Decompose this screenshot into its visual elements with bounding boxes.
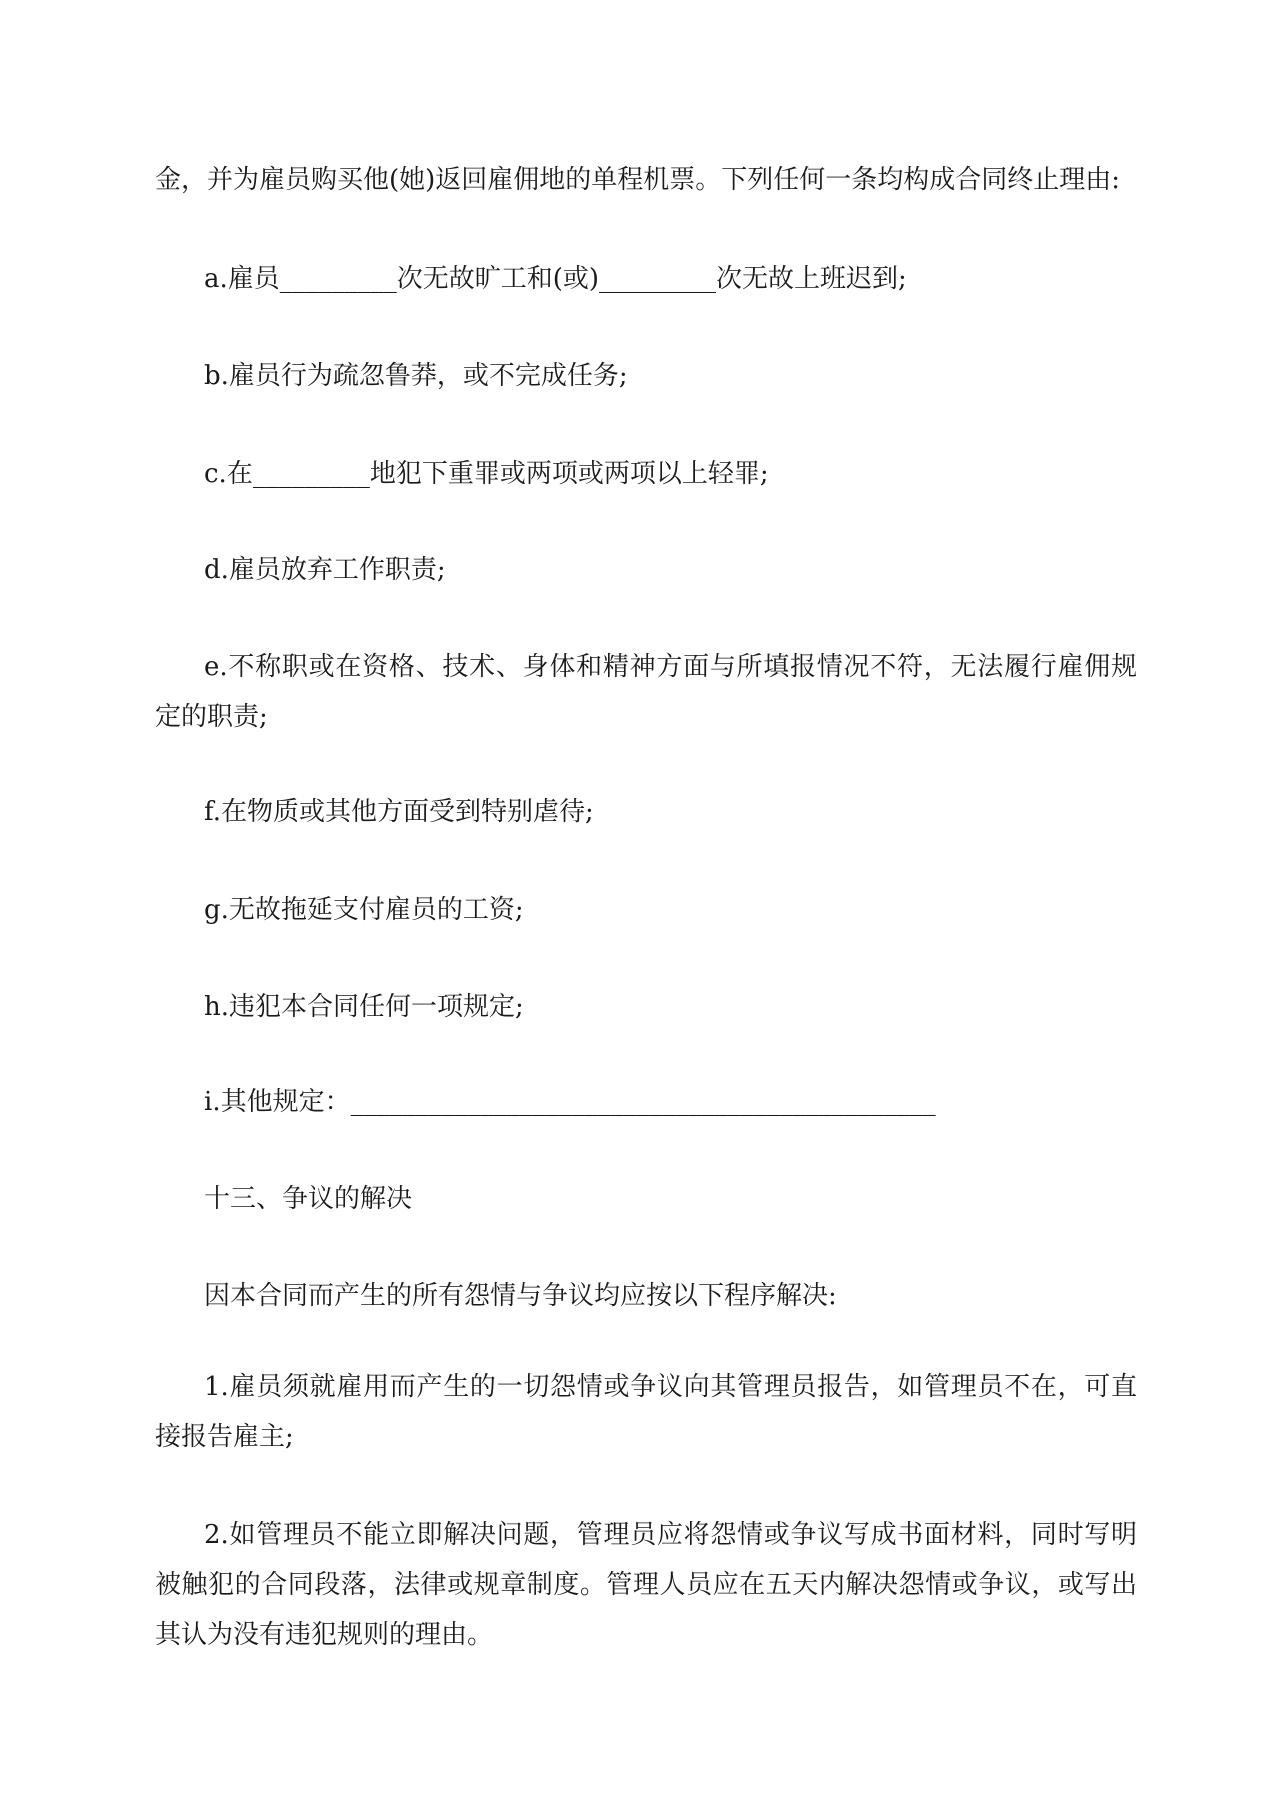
clause-a: a.雇员_________次无故旷工和(或)_________次无故上班迟到; — [204, 264, 907, 294]
section-heading: 十三、争议的解决 — [204, 1184, 413, 1214]
clause-f: f.在物质或其他方面受到特别虐待; — [204, 797, 594, 827]
procedure-2: 2.如管理员不能立即解决问题，管理员应将怨情或争议写成书面材料，同时写明被触犯的合同段落，法律或规章制度。管理人员应在五天内解决怨情或争议，或写出其认为没有违犯规则的理由。 — [155, 1520, 1137, 1650]
clause-h: h.违犯本合同任何一项规定; — [204, 992, 524, 1022]
section-intro: 因本合同而产生的所有怨情与争议均应按以下程序解决: — [204, 1281, 837, 1311]
clause-i: i.其他规定：_____________________________________________ — [204, 1087, 936, 1117]
clause-e: e.不称职或在资格、技术、身体和精神方面与所填报情况不符，无法履行雇佣规定的职责; — [155, 652, 1137, 732]
procedure-1: 1.雇员须就雇用而产生的一切怨情或争议向其管理员报告，如管理员不在，可直接报告雇主; — [155, 1372, 1137, 1452]
clause-g: g.无故拖延支付雇员的工资; — [204, 895, 524, 925]
clause-b: b.雇员行为疏忽鲁莽，或不完成任务; — [204, 361, 628, 391]
clause-c: c.在_________地犯下重罪或两项或两项以上轻罪; — [204, 459, 769, 489]
paragraph-continuation: 金，并为雇员购买他(她)返回雇佣地的单程机票。下列任何一条均构成合同终止理由: — [155, 165, 1121, 195]
clause-d: d.雇员放弃工作职责; — [204, 555, 446, 585]
